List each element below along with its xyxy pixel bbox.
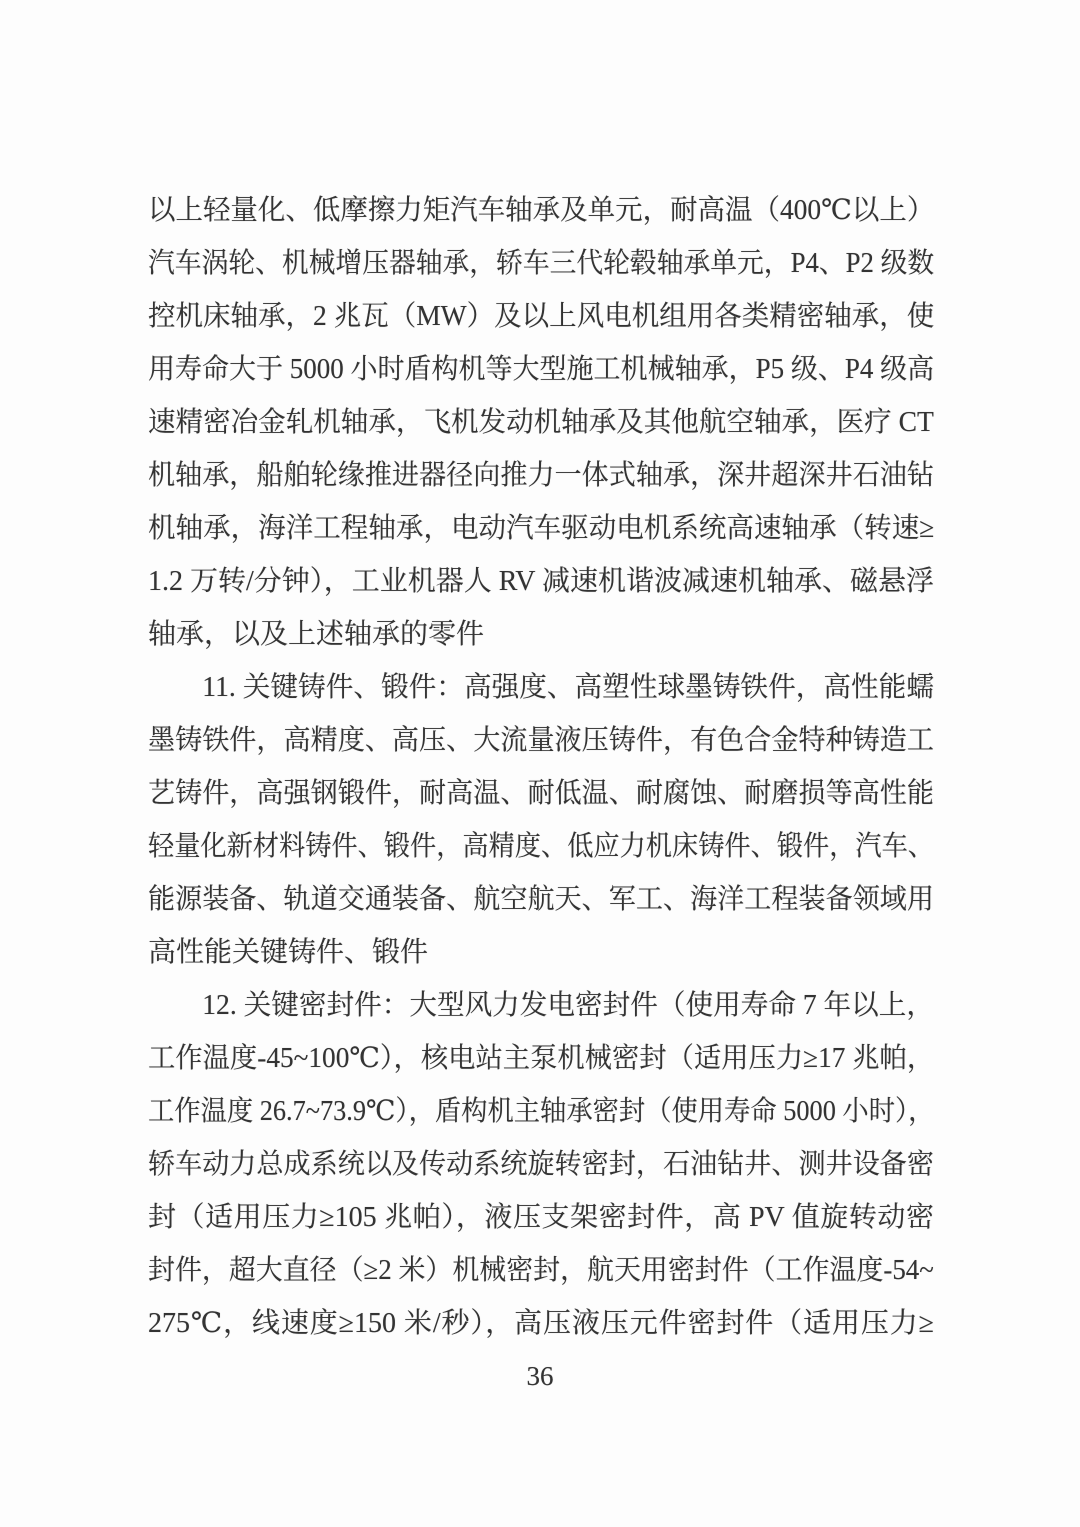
text-line: 控机床轴承，2 兆瓦（MW）及以上风电机组用各类精密轴承，使 [148, 301, 935, 332]
text-line: 275℃，线速度≥150 米/秒），高压液压元件密封件（适用压力≥ [148, 1308, 934, 1339]
text-line: 机轴承，船舶轮缘推进器径向推力一体式轴承，深井超深井石油钻 [148, 460, 935, 491]
text-line: 机轴承，海洋工程轴承，电动汽车驱动电机系统高速轴承（转速≥ [148, 513, 935, 544]
text-line-item-11-start: 11. 关键铸件、锻件：高强度、高塑性球墨铸铁件，高性能蠕 [202, 672, 934, 703]
text-line: 轿车动力总成系统以及传动系统旋转密封，石油钻井、测井设备密 [148, 1149, 935, 1180]
text-line: 速精密冶金轧机轴承，飞机发动机轴承及其他航空轴承，医疗 CT [148, 407, 934, 438]
text-line: 墨铸铁件，高精度、高压、大流量液压铸件，有色合金特种铸造工 [148, 725, 935, 756]
text-line: 封件，超大直径（≥2 米）机械密封，航天用密封件（工作温度-54~ [148, 1255, 934, 1286]
text-line: 工作温度 26.7~73.9℃），盾构机主轴承密封（使用寿命 5000 小时）， [148, 1096, 935, 1127]
text-line-item-12-start: 12. 关键密封件：大型风力发电密封件（使用寿命 7 年以上， [202, 990, 935, 1021]
text-line: 艺铸件，高强钢锻件，耐高温、耐低温、耐腐蚀、耐磨损等高性能 [148, 778, 935, 809]
text-line-paragraph-end: 高性能关键铸件、锻件 [148, 937, 429, 968]
text-line: 1.2 万转/分钟），工业机器人 RV 减速机谐波减速机轴承、磁悬浮 [148, 566, 934, 597]
document-body-text [148, 184, 934, 1350]
page-number: 36 [526, 1361, 554, 1391]
text-line-paragraph-end: 轴承，以及上述轴承的零件 [148, 619, 485, 650]
text-line: 汽车涡轮、机械增压器轴承，轿车三代轮毂轴承单元，P4、P2 级数 [148, 248, 935, 279]
text-line: 用寿命大于 5000 小时盾构机等大型施工机械轴承，P5 级、P4 级高 [148, 354, 935, 385]
text-line: 工作温度-45~100℃），核电站主泵机械密封（适用压力≥17 兆帕， [148, 1043, 935, 1074]
text-line: 封（适用压力≥105 兆帕），液压支架密封件，高 PV 值旋转动密 [148, 1202, 934, 1233]
text-line: 以上轻量化、低摩擦力矩汽车轴承及单元，耐高温（400℃以上） [148, 195, 935, 226]
text-line: 轻量化新材料铸件、锻件，高精度、低应力机床铸件、锻件，汽车、 [148, 831, 935, 862]
text-line: 能源装备、轨道交通装备、航空航天、军工、海洋工程装备领域用 [148, 884, 935, 915]
